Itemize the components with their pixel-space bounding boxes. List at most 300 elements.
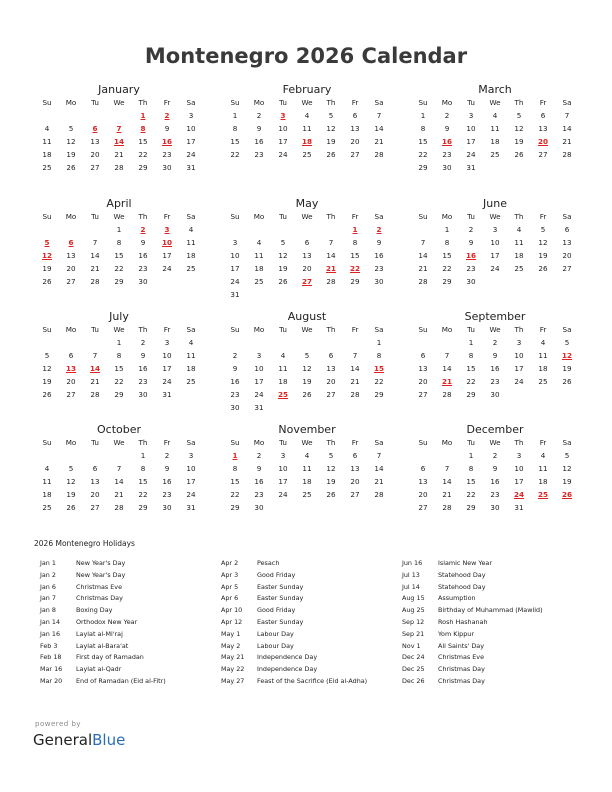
day-cell[interactable]: 11	[490, 124, 500, 133]
day-cell[interactable]: 15	[230, 477, 240, 486]
day-cell[interactable]: 8	[444, 238, 450, 247]
day-cell[interactable]: 30	[162, 503, 172, 512]
day-cell[interactable]: 28	[90, 277, 100, 286]
day-cell[interactable]: 19	[538, 251, 548, 260]
day-cell[interactable]: 19	[66, 490, 76, 499]
day-cell[interactable]: 26	[562, 377, 572, 386]
day-cell[interactable]: 24	[162, 377, 172, 386]
day-cell[interactable]: 15	[442, 251, 452, 260]
day-cell[interactable]: 21	[418, 264, 428, 273]
day-cell[interactable]: 20	[562, 251, 572, 260]
day-cell[interactable]: 27	[350, 150, 360, 159]
day-cell[interactable]: 6	[352, 451, 358, 460]
day-cell[interactable]: 15	[114, 364, 124, 373]
day-cell[interactable]: 7	[92, 238, 98, 247]
day-cell[interactable]: 26	[514, 150, 524, 159]
holiday-day-cell[interactable]: 12	[561, 351, 572, 360]
day-cell[interactable]: 16	[490, 364, 500, 373]
holiday-day-cell[interactable]: 6	[68, 238, 74, 247]
day-cell[interactable]: 24	[514, 377, 524, 386]
day-cell[interactable]: 18	[186, 251, 196, 260]
day-cell[interactable]: 24	[278, 490, 288, 499]
day-cell[interactable]: 6	[420, 464, 426, 473]
day-cell[interactable]: 22	[442, 264, 452, 273]
day-cell[interactable]: 21	[350, 377, 360, 386]
day-cell[interactable]: 23	[490, 490, 500, 499]
day-cell[interactable]: 16	[138, 364, 148, 373]
day-cell[interactable]: 25	[254, 277, 264, 286]
day-cell[interactable]: 24	[230, 277, 240, 286]
day-cell[interactable]: 5	[564, 451, 570, 460]
day-cell[interactable]: 28	[374, 150, 384, 159]
day-cell[interactable]: 24	[490, 264, 500, 273]
day-cell[interactable]: 20	[66, 264, 76, 273]
day-cell[interactable]: 9	[376, 238, 382, 247]
day-cell[interactable]: 26	[66, 503, 76, 512]
day-cell[interactable]: 8	[420, 124, 426, 133]
day-cell[interactable]: 14	[350, 364, 360, 373]
day-cell[interactable]: 19	[42, 377, 52, 386]
day-cell[interactable]: 16	[230, 377, 240, 386]
day-cell[interactable]: 21	[442, 490, 452, 499]
day-cell[interactable]: 4	[304, 451, 310, 460]
day-cell[interactable]: 2	[256, 111, 262, 120]
day-cell[interactable]: 23	[490, 377, 500, 386]
day-cell[interactable]: 12	[514, 124, 524, 133]
day-cell[interactable]: 12	[278, 251, 288, 260]
day-cell[interactable]: 10	[278, 124, 288, 133]
day-cell[interactable]: 24	[186, 150, 196, 159]
day-cell[interactable]: 30	[162, 163, 172, 172]
day-cell[interactable]: 29	[114, 277, 124, 286]
holiday-day-cell[interactable]: 5	[44, 238, 50, 247]
holiday-day-cell[interactable]: 22	[349, 264, 360, 273]
day-cell[interactable]: 8	[352, 238, 358, 247]
day-cell[interactable]: 31	[466, 163, 476, 172]
day-cell[interactable]: 12	[326, 124, 336, 133]
day-cell[interactable]: 13	[418, 364, 428, 373]
day-cell[interactable]: 30	[254, 503, 264, 512]
day-cell[interactable]: 28	[90, 390, 100, 399]
day-cell[interactable]: 7	[116, 464, 122, 473]
day-cell[interactable]: 2	[140, 338, 146, 347]
day-cell[interactable]: 17	[514, 364, 524, 373]
day-cell[interactable]: 3	[256, 351, 262, 360]
day-cell[interactable]: 26	[538, 264, 548, 273]
day-cell[interactable]: 16	[162, 477, 172, 486]
day-cell[interactable]: 23	[254, 490, 264, 499]
day-cell[interactable]: 15	[138, 137, 148, 146]
day-cell[interactable]: 25	[514, 264, 524, 273]
day-cell[interactable]: 6	[352, 111, 358, 120]
day-cell[interactable]: 4	[188, 225, 194, 234]
day-cell[interactable]: 5	[68, 464, 74, 473]
day-cell[interactable]: 20	[326, 377, 336, 386]
day-cell[interactable]: 9	[140, 238, 146, 247]
day-cell[interactable]: 4	[44, 464, 50, 473]
day-cell[interactable]: 6	[328, 351, 334, 360]
holiday-day-cell[interactable]: 16	[161, 137, 172, 146]
day-cell[interactable]: 17	[254, 377, 264, 386]
holiday-day-cell[interactable]: 1	[352, 225, 358, 234]
holiday-day-cell[interactable]: 15	[373, 364, 384, 373]
day-cell[interactable]: 26	[326, 490, 336, 499]
holiday-day-cell[interactable]: 6	[92, 124, 98, 133]
holiday-day-cell[interactable]: 8	[140, 124, 146, 133]
day-cell[interactable]: 22	[466, 377, 476, 386]
day-cell[interactable]: 25	[302, 150, 312, 159]
day-cell[interactable]: 11	[254, 251, 264, 260]
day-cell[interactable]: 2	[468, 225, 474, 234]
day-cell[interactable]: 27	[66, 390, 76, 399]
holiday-day-cell[interactable]: 25	[537, 490, 548, 499]
day-cell[interactable]: 27	[418, 390, 428, 399]
day-cell[interactable]: 23	[138, 264, 148, 273]
day-cell[interactable]: 17	[490, 251, 500, 260]
holiday-day-cell[interactable]: 1	[140, 111, 146, 120]
day-cell[interactable]: 25	[302, 490, 312, 499]
day-cell[interactable]: 5	[304, 351, 310, 360]
holiday-day-cell[interactable]: 10	[161, 238, 172, 247]
day-cell[interactable]: 15	[350, 251, 360, 260]
day-cell[interactable]: 18	[538, 364, 548, 373]
day-cell[interactable]: 2	[232, 351, 238, 360]
day-cell[interactable]: 23	[442, 150, 452, 159]
day-cell[interactable]: 19	[326, 477, 336, 486]
day-cell[interactable]: 1	[444, 225, 450, 234]
day-cell[interactable]: 7	[564, 111, 570, 120]
day-cell[interactable]: 20	[350, 477, 360, 486]
day-cell[interactable]: 22	[138, 150, 148, 159]
day-cell[interactable]: 29	[466, 390, 476, 399]
day-cell[interactable]: 10	[162, 351, 172, 360]
day-cell[interactable]: 11	[186, 351, 196, 360]
day-cell[interactable]: 12	[66, 477, 76, 486]
day-cell[interactable]: 30	[490, 503, 500, 512]
day-cell[interactable]: 17	[466, 137, 476, 146]
holiday-day-cell[interactable]: 2	[376, 225, 382, 234]
day-cell[interactable]: 4	[540, 451, 546, 460]
day-cell[interactable]: 28	[418, 277, 428, 286]
day-cell[interactable]: 29	[138, 163, 148, 172]
day-cell[interactable]: 1	[376, 338, 382, 347]
day-cell[interactable]: 27	[350, 490, 360, 499]
day-cell[interactable]: 29	[466, 503, 476, 512]
day-cell[interactable]: 13	[350, 464, 360, 473]
day-cell[interactable]: 11	[42, 477, 52, 486]
day-cell[interactable]: 22	[230, 150, 240, 159]
day-cell[interactable]: 3	[188, 451, 194, 460]
day-cell[interactable]: 5	[68, 124, 74, 133]
day-cell[interactable]: 4	[280, 351, 286, 360]
day-cell[interactable]: 18	[186, 364, 196, 373]
day-cell[interactable]: 11	[42, 137, 52, 146]
day-cell[interactable]: 20	[90, 150, 100, 159]
day-cell[interactable]: 6	[540, 111, 546, 120]
day-cell[interactable]: 12	[326, 464, 336, 473]
day-cell[interactable]: 28	[114, 503, 124, 512]
day-cell[interactable]: 30	[230, 403, 240, 412]
holiday-day-cell[interactable]: 3	[164, 225, 170, 234]
day-cell[interactable]: 16	[490, 477, 500, 486]
day-cell[interactable]: 28	[326, 277, 336, 286]
day-cell[interactable]: 4	[44, 124, 50, 133]
holiday-day-cell[interactable]: 14	[113, 137, 124, 146]
day-cell[interactable]: 22	[114, 377, 124, 386]
day-cell[interactable]: 17	[230, 264, 240, 273]
day-cell[interactable]: 4	[256, 238, 262, 247]
day-cell[interactable]: 3	[164, 338, 170, 347]
day-cell[interactable]: 23	[466, 264, 476, 273]
day-cell[interactable]: 21	[90, 377, 100, 386]
day-cell[interactable]: 19	[302, 377, 312, 386]
day-cell[interactable]: 8	[376, 351, 382, 360]
day-cell[interactable]: 20	[66, 377, 76, 386]
day-cell[interactable]: 19	[326, 137, 336, 146]
day-cell[interactable]: 21	[114, 150, 124, 159]
day-cell[interactable]: 26	[66, 163, 76, 172]
day-cell[interactable]: 22	[466, 490, 476, 499]
day-cell[interactable]: 15	[418, 137, 428, 146]
day-cell[interactable]: 10	[514, 464, 524, 473]
holiday-day-cell[interactable]: 25	[277, 390, 288, 399]
day-cell[interactable]: 20	[418, 377, 428, 386]
day-cell[interactable]: 2	[256, 451, 262, 460]
day-cell[interactable]: 21	[90, 264, 100, 273]
holiday-day-cell[interactable]: 7	[116, 124, 122, 133]
day-cell[interactable]: 13	[66, 251, 76, 260]
day-cell[interactable]: 12	[302, 364, 312, 373]
day-cell[interactable]: 2	[492, 338, 498, 347]
day-cell[interactable]: 9	[164, 124, 170, 133]
day-cell[interactable]: 3	[516, 338, 522, 347]
day-cell[interactable]: 8	[468, 351, 474, 360]
day-cell[interactable]: 27	[90, 503, 100, 512]
day-cell[interactable]: 2	[164, 451, 170, 460]
generalblue-logo[interactable]	[33, 731, 125, 749]
day-cell[interactable]: 27	[90, 163, 100, 172]
holiday-day-cell[interactable]: 13	[65, 364, 76, 373]
day-cell[interactable]: 3	[492, 225, 498, 234]
day-cell[interactable]: 11	[186, 238, 196, 247]
day-cell[interactable]: 17	[162, 251, 172, 260]
day-cell[interactable]: 21	[114, 490, 124, 499]
day-cell[interactable]: 19	[278, 264, 288, 273]
day-cell[interactable]: 5	[564, 338, 570, 347]
day-cell[interactable]: 10	[254, 364, 264, 373]
day-cell[interactable]: 3	[188, 111, 194, 120]
day-cell[interactable]: 7	[420, 238, 426, 247]
day-cell[interactable]: 13	[90, 137, 100, 146]
holiday-day-cell[interactable]: 3	[280, 111, 286, 120]
day-cell[interactable]: 12	[42, 364, 52, 373]
day-cell[interactable]: 10	[230, 251, 240, 260]
day-cell[interactable]: 23	[254, 150, 264, 159]
day-cell[interactable]: 27	[562, 264, 572, 273]
day-cell[interactable]: 24	[254, 390, 264, 399]
day-cell[interactable]: 31	[230, 290, 240, 299]
day-cell[interactable]: 25	[186, 377, 196, 386]
day-cell[interactable]: 29	[418, 163, 428, 172]
day-cell[interactable]: 23	[162, 490, 172, 499]
day-cell[interactable]: 29	[138, 503, 148, 512]
day-cell[interactable]: 26	[42, 277, 52, 286]
day-cell[interactable]: 30	[442, 163, 452, 172]
day-cell[interactable]: 15	[114, 251, 124, 260]
day-cell[interactable]: 30	[138, 390, 148, 399]
day-cell[interactable]: 9	[232, 364, 238, 373]
day-cell[interactable]: 9	[444, 124, 450, 133]
day-cell[interactable]: 30	[466, 277, 476, 286]
day-cell[interactable]: 10	[466, 124, 476, 133]
day-cell[interactable]: 15	[466, 364, 476, 373]
day-cell[interactable]: 30	[490, 390, 500, 399]
day-cell[interactable]: 20	[302, 264, 312, 273]
day-cell[interactable]: 15	[466, 477, 476, 486]
day-cell[interactable]: 1	[232, 111, 238, 120]
day-cell[interactable]: 23	[138, 377, 148, 386]
day-cell[interactable]: 15	[230, 137, 240, 146]
day-cell[interactable]: 12	[562, 464, 572, 473]
day-cell[interactable]: 8	[468, 464, 474, 473]
day-cell[interactable]: 11	[514, 238, 524, 247]
holiday-day-cell[interactable]: 21	[325, 264, 336, 273]
day-cell[interactable]: 10	[278, 464, 288, 473]
day-cell[interactable]: 13	[418, 477, 428, 486]
day-cell[interactable]: 10	[514, 351, 524, 360]
day-cell[interactable]: 8	[140, 464, 146, 473]
day-cell[interactable]: 11	[538, 464, 548, 473]
day-cell[interactable]: 22	[230, 490, 240, 499]
day-cell[interactable]: 16	[254, 477, 264, 486]
day-cell[interactable]: 24	[466, 150, 476, 159]
day-cell[interactable]: 28	[114, 163, 124, 172]
day-cell[interactable]: 14	[562, 124, 572, 133]
day-cell[interactable]: 6	[68, 351, 74, 360]
day-cell[interactable]: 20	[418, 490, 428, 499]
day-cell[interactable]: 5	[280, 238, 286, 247]
day-cell[interactable]: 29	[442, 277, 452, 286]
day-cell[interactable]: 4	[492, 111, 498, 120]
day-cell[interactable]: 3	[468, 111, 474, 120]
day-cell[interactable]: 2	[492, 451, 498, 460]
day-cell[interactable]: 5	[540, 225, 546, 234]
holiday-day-cell[interactable]: 16	[441, 137, 452, 146]
day-cell[interactable]: 15	[138, 477, 148, 486]
day-cell[interactable]: 25	[186, 264, 196, 273]
day-cell[interactable]: 22	[418, 150, 428, 159]
day-cell[interactable]: 25	[490, 150, 500, 159]
day-cell[interactable]: 14	[374, 124, 384, 133]
day-cell[interactable]: 28	[442, 503, 452, 512]
day-cell[interactable]: 26	[42, 390, 52, 399]
day-cell[interactable]: 1	[468, 451, 474, 460]
day-cell[interactable]: 21	[562, 137, 572, 146]
day-cell[interactable]: 23	[162, 150, 172, 159]
day-cell[interactable]: 10	[490, 238, 500, 247]
day-cell[interactable]: 5	[516, 111, 522, 120]
day-cell[interactable]: 17	[162, 364, 172, 373]
day-cell[interactable]: 29	[350, 277, 360, 286]
day-cell[interactable]: 13	[90, 477, 100, 486]
day-cell[interactable]: 25	[42, 503, 52, 512]
day-cell[interactable]: 17	[278, 137, 288, 146]
holiday-day-cell[interactable]: 1	[232, 451, 238, 460]
day-cell[interactable]: 24	[162, 264, 172, 273]
day-cell[interactable]: 9	[140, 351, 146, 360]
day-cell[interactable]: 14	[326, 251, 336, 260]
holiday-day-cell[interactable]: 12	[41, 251, 52, 260]
holiday-day-cell[interactable]: 20	[537, 137, 548, 146]
holiday-day-cell[interactable]: 2	[140, 225, 146, 234]
day-cell[interactable]: 18	[490, 137, 500, 146]
day-cell[interactable]: 24	[278, 150, 288, 159]
day-cell[interactable]: 11	[302, 464, 312, 473]
holiday-day-cell[interactable]: 24	[513, 490, 524, 499]
day-cell[interactable]: 19	[562, 364, 572, 373]
day-cell[interactable]: 20	[350, 137, 360, 146]
day-cell[interactable]: 1	[140, 451, 146, 460]
holiday-day-cell[interactable]: 27	[301, 277, 312, 286]
day-cell[interactable]: 18	[514, 251, 524, 260]
day-cell[interactable]: 1	[468, 338, 474, 347]
holiday-day-cell[interactable]: 14	[89, 364, 100, 373]
day-cell[interactable]: 16	[374, 251, 384, 260]
day-cell[interactable]: 18	[302, 477, 312, 486]
day-cell[interactable]: 22	[374, 377, 384, 386]
holiday-day-cell[interactable]: 18	[301, 137, 312, 146]
day-cell[interactable]: 14	[442, 364, 452, 373]
day-cell[interactable]: 4	[516, 225, 522, 234]
day-cell[interactable]: 30	[138, 277, 148, 286]
day-cell[interactable]: 28	[374, 490, 384, 499]
day-cell[interactable]: 22	[114, 264, 124, 273]
day-cell[interactable]: 23	[230, 390, 240, 399]
day-cell[interactable]: 17	[278, 477, 288, 486]
day-cell[interactable]: 27	[66, 277, 76, 286]
holiday-day-cell[interactable]: 21	[441, 377, 452, 386]
day-cell[interactable]: 24	[186, 490, 196, 499]
day-cell[interactable]: 9	[164, 464, 170, 473]
day-cell[interactable]: 16	[138, 251, 148, 260]
day-cell[interactable]: 8	[116, 238, 122, 247]
day-cell[interactable]: 26	[326, 150, 336, 159]
day-cell[interactable]: 5	[328, 111, 334, 120]
day-cell[interactable]: 14	[114, 477, 124, 486]
day-cell[interactable]: 4	[188, 338, 194, 347]
day-cell[interactable]: 27	[326, 390, 336, 399]
day-cell[interactable]: 28	[350, 390, 360, 399]
day-cell[interactable]: 9	[492, 464, 498, 473]
day-cell[interactable]: 21	[374, 137, 384, 146]
day-cell[interactable]: 3	[280, 451, 286, 460]
day-cell[interactable]: 7	[444, 351, 450, 360]
day-cell[interactable]: 14	[442, 477, 452, 486]
day-cell[interactable]: 19	[42, 264, 52, 273]
day-cell[interactable]: 9	[492, 351, 498, 360]
day-cell[interactable]: 1	[116, 225, 122, 234]
day-cell[interactable]: 4	[304, 111, 310, 120]
holiday-day-cell[interactable]: 26	[561, 490, 572, 499]
day-cell[interactable]: 1	[116, 338, 122, 347]
day-cell[interactable]: 18	[538, 477, 548, 486]
day-cell[interactable]: 25	[538, 377, 548, 386]
day-cell[interactable]: 11	[278, 364, 288, 373]
day-cell[interactable]: 17	[186, 477, 196, 486]
day-cell[interactable]: 31	[162, 390, 172, 399]
day-cell[interactable]: 29	[374, 390, 384, 399]
day-cell[interactable]: 22	[138, 490, 148, 499]
